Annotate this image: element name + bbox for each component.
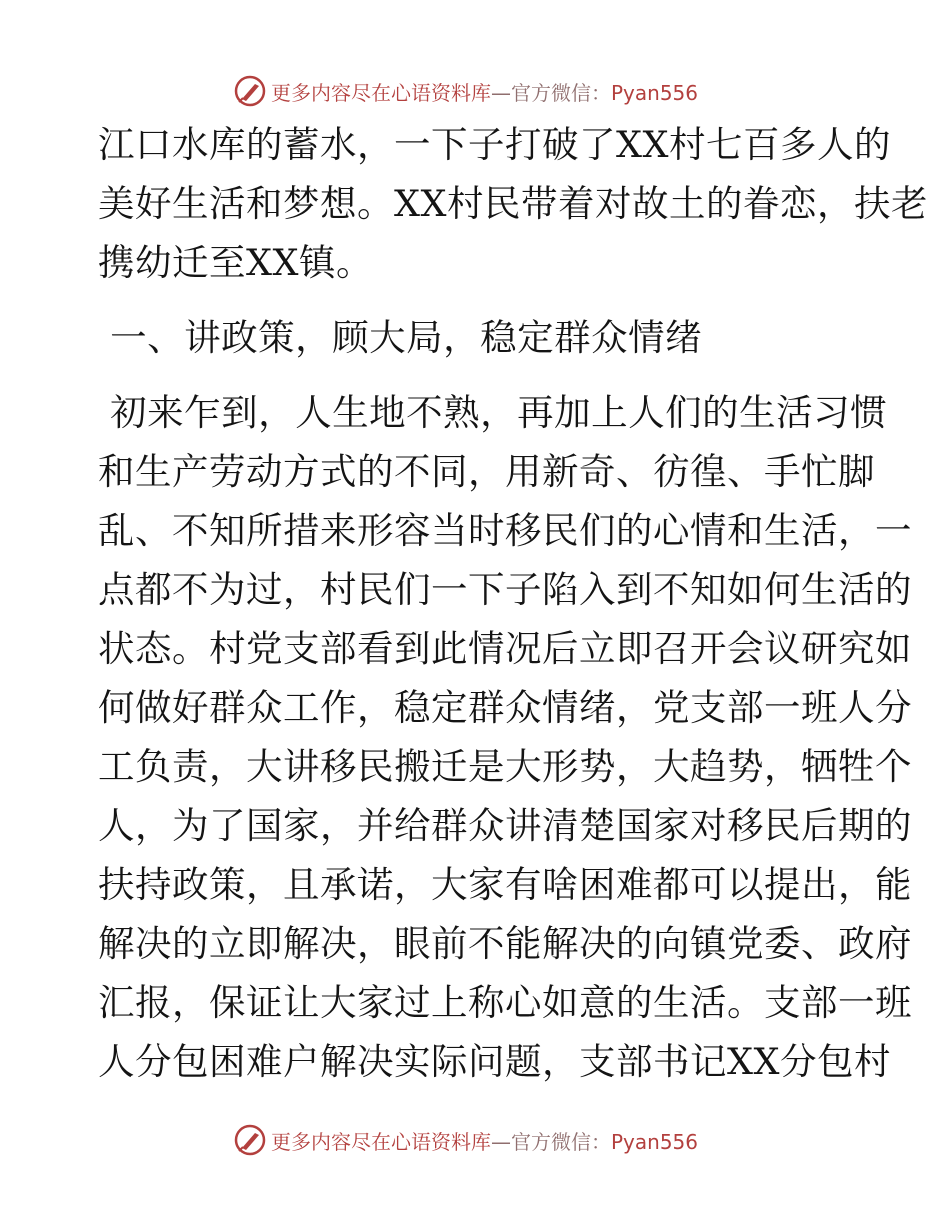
watermark-wechat-id: Pyan556 (611, 1129, 699, 1154)
body-text-line: 何做好群众工作，稳定群众情绪，党支部一班人分 (98, 686, 912, 729)
body-text-line: 人分包困难户解决实际问题，支部书记XX分包村 (98, 1040, 891, 1083)
body-text-line: 乱、不知所措来形容当时移民们的心情和生活，一 (98, 509, 912, 552)
watermark-site-name: 更多内容尽在心语资料库 (271, 1129, 491, 1154)
body-text-line: 江口水库的蓄水，一下子打破了XX村七百多人的 (98, 123, 891, 166)
body-text-line: 工负责，大讲移民搬迁是大形势，大趋势，牺牲个 (98, 745, 912, 788)
body-text-line: 和生产劳动方式的不同，用新奇、彷徨、手忙脚 (98, 450, 875, 493)
watermark-separator: — (491, 1129, 511, 1154)
quill-pen-logo-icon (233, 74, 267, 108)
watermark-separator: — (491, 80, 511, 105)
watermark-text (271, 1126, 698, 1155)
body-text-line: 初来乍到，人生地不熟，再加上人们的生活习惯 (98, 391, 888, 434)
body-text-line: 携幼迁至XX镇。 (98, 241, 373, 284)
body-text-line: 汇报，保证让大家过上称心如意的生活。支部一班 (98, 981, 912, 1024)
body-text-line: 扶持政策，且承诺，大家有啥困难都可以提出，能 (98, 863, 912, 906)
header-watermark-banner (233, 74, 698, 108)
body-text-line: 点都不为过，村民们一下子陷入到不知如何生活的 (98, 568, 912, 611)
watermark-text (271, 77, 698, 106)
watermark-wechat-id: Pyan556 (611, 80, 699, 105)
quill-pen-logo-icon (233, 1123, 267, 1157)
body-text-line: 美好生活和梦想。XX村民带着对故土的眷恋，扶老 (98, 182, 928, 225)
watermark-site-name: 更多内容尽在心语资料库 (271, 80, 491, 105)
section-heading: 一、讲政策，顾大局，稳定群众情绪 (98, 316, 703, 359)
watermark-wechat-label: 官方微信： (511, 80, 611, 105)
body-text-line: 人，为了国家，并给群众讲清楚国家对移民后期的 (98, 804, 912, 847)
body-text-line: 解决的立即解决，眼前不能解决的向镇党委、政府 (98, 922, 912, 965)
body-text-line: 状态。村党支部看到此情况后立即召开会议研究如 (98, 627, 912, 670)
footer-watermark-banner (233, 1123, 698, 1157)
watermark-wechat-label: 官方微信： (511, 1129, 611, 1154)
